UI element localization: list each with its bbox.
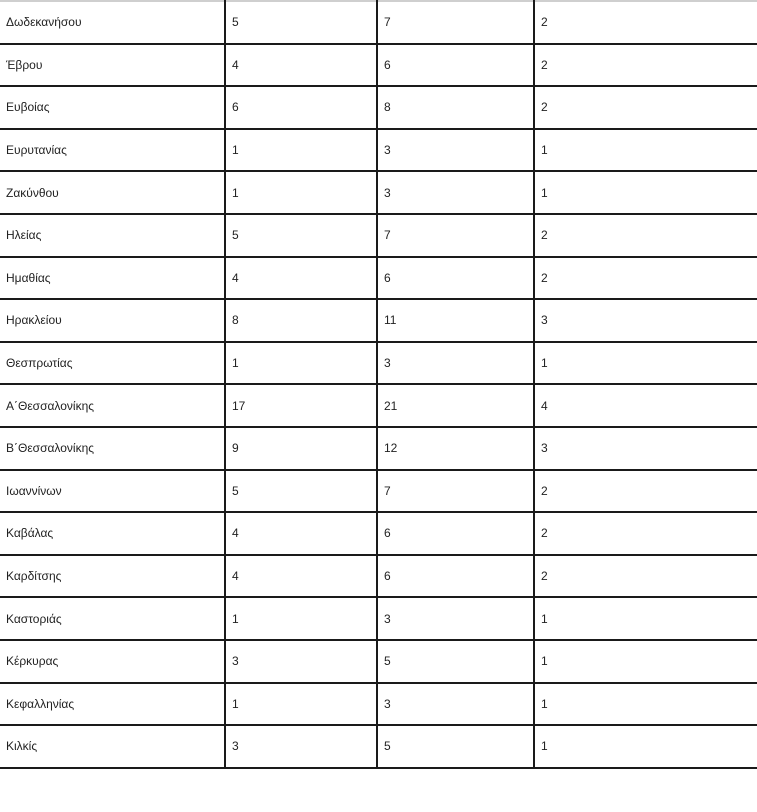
value-cell-2: 3 bbox=[377, 171, 534, 214]
value-cell-2: 21 bbox=[377, 384, 534, 427]
table-row bbox=[0, 470, 757, 513]
value-cell-3: 1 bbox=[534, 171, 757, 214]
value-cell-3: 2 bbox=[534, 86, 757, 129]
table-row bbox=[0, 640, 757, 683]
table-row bbox=[0, 1, 757, 44]
region-cell: Καβάλας bbox=[0, 512, 225, 555]
value-cell-2: 6 bbox=[377, 555, 534, 598]
value-cell-1: 5 bbox=[225, 470, 377, 513]
value-cell-2: 5 bbox=[377, 725, 534, 768]
table-row bbox=[0, 384, 757, 427]
region-cell: Ημαθίας bbox=[0, 257, 225, 300]
value-cell-3: 2 bbox=[534, 214, 757, 257]
table-row bbox=[0, 129, 757, 172]
value-cell-2: 8 bbox=[377, 86, 534, 129]
value-cell-1: 1 bbox=[225, 683, 377, 726]
value-cell-2: 3 bbox=[377, 129, 534, 172]
table-row bbox=[0, 597, 757, 640]
value-cell-1: 4 bbox=[225, 44, 377, 87]
table-row bbox=[0, 342, 757, 385]
value-cell-2: 7 bbox=[377, 214, 534, 257]
region-cell: Δωδεκανήσου bbox=[0, 1, 225, 44]
value-cell-3: 2 bbox=[534, 555, 757, 598]
value-cell-3: 1 bbox=[534, 597, 757, 640]
value-cell-3: 1 bbox=[534, 342, 757, 385]
region-cell: Θεσπρωτίας bbox=[0, 342, 225, 385]
region-cell: Καρδίτσης bbox=[0, 555, 225, 598]
value-cell-1: 1 bbox=[225, 129, 377, 172]
region-cell: Β΄Θεσσαλονίκης bbox=[0, 427, 225, 470]
value-cell-1: 4 bbox=[225, 257, 377, 300]
value-cell-3: 2 bbox=[534, 1, 757, 44]
value-cell-3: 1 bbox=[534, 683, 757, 726]
region-cell: Ευβοίας bbox=[0, 86, 225, 129]
value-cell-1: 9 bbox=[225, 427, 377, 470]
region-cell: Κιλκίς bbox=[0, 725, 225, 768]
region-cell: Ευρυτανίας bbox=[0, 129, 225, 172]
table-row bbox=[0, 683, 757, 726]
value-cell-2: 3 bbox=[377, 597, 534, 640]
value-cell-1: 3 bbox=[225, 640, 377, 683]
value-cell-3: 2 bbox=[534, 512, 757, 555]
value-cell-1: 3 bbox=[225, 725, 377, 768]
region-cell: Ηλείας bbox=[0, 214, 225, 257]
region-cell: Καστοριάς bbox=[0, 597, 225, 640]
region-cell: Κεφαλληνίας bbox=[0, 683, 225, 726]
value-cell-2: 6 bbox=[377, 512, 534, 555]
table-row bbox=[0, 44, 757, 87]
value-cell-2: 12 bbox=[377, 427, 534, 470]
value-cell-2: 6 bbox=[377, 257, 534, 300]
value-cell-1: 1 bbox=[225, 342, 377, 385]
table-body bbox=[0, 1, 757, 768]
value-cell-3: 2 bbox=[534, 470, 757, 513]
value-cell-3: 3 bbox=[534, 299, 757, 342]
table-row bbox=[0, 427, 757, 470]
value-cell-2: 3 bbox=[377, 342, 534, 385]
value-cell-3: 2 bbox=[534, 257, 757, 300]
table-row bbox=[0, 171, 757, 214]
region-cell: Κέρκυρας bbox=[0, 640, 225, 683]
value-cell-3: 4 bbox=[534, 384, 757, 427]
value-cell-1: 1 bbox=[225, 171, 377, 214]
value-cell-1: 1 bbox=[225, 597, 377, 640]
value-cell-1: 6 bbox=[225, 86, 377, 129]
region-cell: Ζακύνθου bbox=[0, 171, 225, 214]
table-row bbox=[0, 512, 757, 555]
value-cell-3: 1 bbox=[534, 725, 757, 768]
value-cell-2: 7 bbox=[377, 470, 534, 513]
table-row bbox=[0, 725, 757, 768]
value-cell-1: 4 bbox=[225, 512, 377, 555]
table-row bbox=[0, 86, 757, 129]
value-cell-1: 17 bbox=[225, 384, 377, 427]
value-cell-2: 3 bbox=[377, 683, 534, 726]
value-cell-1: 8 bbox=[225, 299, 377, 342]
value-cell-3: 3 bbox=[534, 427, 757, 470]
table-row bbox=[0, 257, 757, 300]
region-cell: Ιωαννίνων bbox=[0, 470, 225, 513]
table-row bbox=[0, 299, 757, 342]
value-cell-1: 5 bbox=[225, 214, 377, 257]
value-cell-3: 1 bbox=[534, 640, 757, 683]
value-cell-2: 5 bbox=[377, 640, 534, 683]
region-cell: Ηρακλείου bbox=[0, 299, 225, 342]
table-row bbox=[0, 555, 757, 598]
value-cell-3: 1 bbox=[534, 129, 757, 172]
value-cell-2: 6 bbox=[377, 44, 534, 87]
value-cell-2: 7 bbox=[377, 1, 534, 44]
value-cell-1: 4 bbox=[225, 555, 377, 598]
value-cell-3: 2 bbox=[534, 44, 757, 87]
value-cell-1: 5 bbox=[225, 1, 377, 44]
region-cell: Έβρου bbox=[0, 44, 225, 87]
table-row bbox=[0, 214, 757, 257]
region-cell: Α΄Θεσσαλονίκης bbox=[0, 384, 225, 427]
value-cell-2: 11 bbox=[377, 299, 534, 342]
